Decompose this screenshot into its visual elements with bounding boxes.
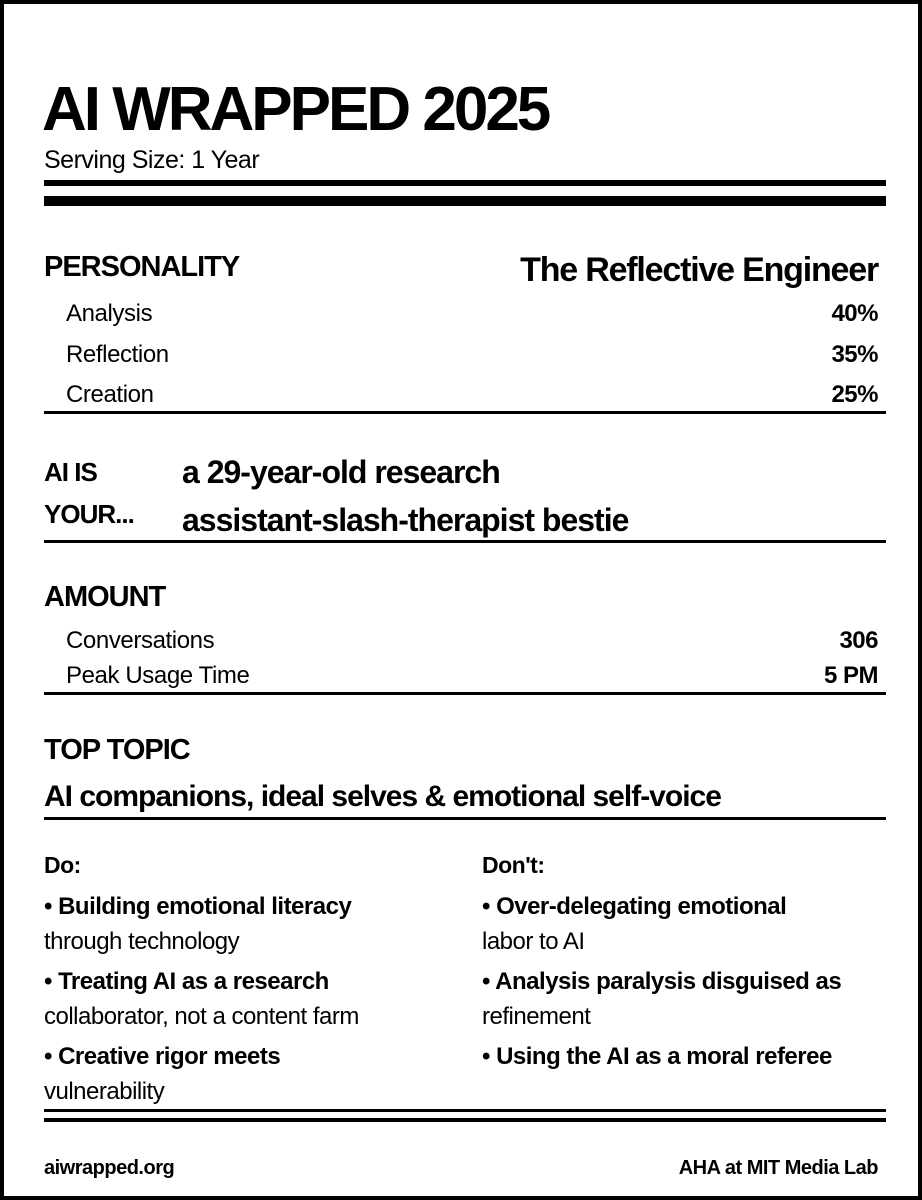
dont-list: [482, 889, 902, 1079]
personality-row-value: 35%: [831, 341, 878, 368]
do-list: [44, 889, 464, 1114]
amount-row-label: Peak Usage Time: [66, 662, 250, 689]
dont-item-rest: refinement: [482, 1003, 591, 1030]
do-item: [44, 889, 464, 959]
serving-size: Serving Size: 1 Year: [44, 146, 260, 174]
do-item-rest: vulnerability: [44, 1078, 165, 1105]
dont-item-lead: • Over-delegating emotional: [482, 893, 787, 920]
do-item-lead: • Creative rigor meets: [44, 1043, 281, 1070]
dont-item-lead: • Analysis paralysis disguised as: [482, 968, 842, 995]
divider: [44, 692, 886, 695]
page-title: AI WRAPPED 2025: [42, 75, 549, 144]
do-item: [44, 964, 464, 1034]
amount-heading: AMOUNT: [44, 581, 166, 613]
ai-is-description-line1: a 29-year-old research: [182, 454, 500, 490]
do-item-lead: • Building emotional literacy: [44, 893, 352, 920]
footer-credit: AHA at MIT Media Lab: [678, 1157, 878, 1179]
divider: [44, 817, 886, 820]
do-item-lead: • Treating AI as a research: [44, 968, 329, 995]
divider: [44, 540, 886, 543]
ai-is-heading-line1: AI IS: [44, 457, 97, 487]
personality-heading: PERSONALITY: [44, 251, 240, 283]
footer-site-link[interactable]: aiwrapped.org: [44, 1157, 175, 1179]
amount-row-value: 5 PM: [823, 662, 878, 689]
dont-item: [482, 889, 902, 959]
divider-thick-1: [44, 180, 886, 186]
dont-item: [482, 1039, 902, 1074]
ai-is-description-line2: assistant-slash-therapist bestie: [182, 502, 629, 538]
do-item-rest: collaborator, not a content farm: [44, 1003, 359, 1030]
amount-row-label: Conversations: [66, 627, 215, 654]
dont-item-rest: labor to AI: [482, 928, 585, 955]
top-topic-heading: TOP TOPIC: [44, 734, 190, 766]
divider: [44, 1109, 886, 1112]
divider: [44, 411, 886, 414]
personality-row-label: Creation: [66, 381, 154, 408]
personality-row-label: Analysis: [66, 300, 153, 327]
dont-heading: Don't:: [482, 852, 545, 878]
do-item-rest: through technology: [44, 928, 240, 955]
dont-item-lead: • Using the AI as a moral referee: [482, 1043, 832, 1070]
do-heading: Do:: [44, 852, 81, 878]
do-item: [44, 1039, 464, 1109]
personality-row-value: 25%: [831, 381, 878, 408]
top-topic-text: AI companions, ideal selves & emotional self-voice: [44, 780, 721, 813]
divider-double: [44, 1118, 886, 1122]
ai-is-heading-line2: YOUR...: [44, 499, 134, 529]
divider-thick-2: [44, 196, 886, 206]
personality-row-value: 40%: [831, 300, 878, 327]
amount-row-value: 306: [839, 627, 878, 654]
dont-item: [482, 964, 902, 1034]
personality-name: The Reflective Engineer: [520, 251, 878, 289]
personality-row-label: Reflection: [66, 341, 169, 368]
